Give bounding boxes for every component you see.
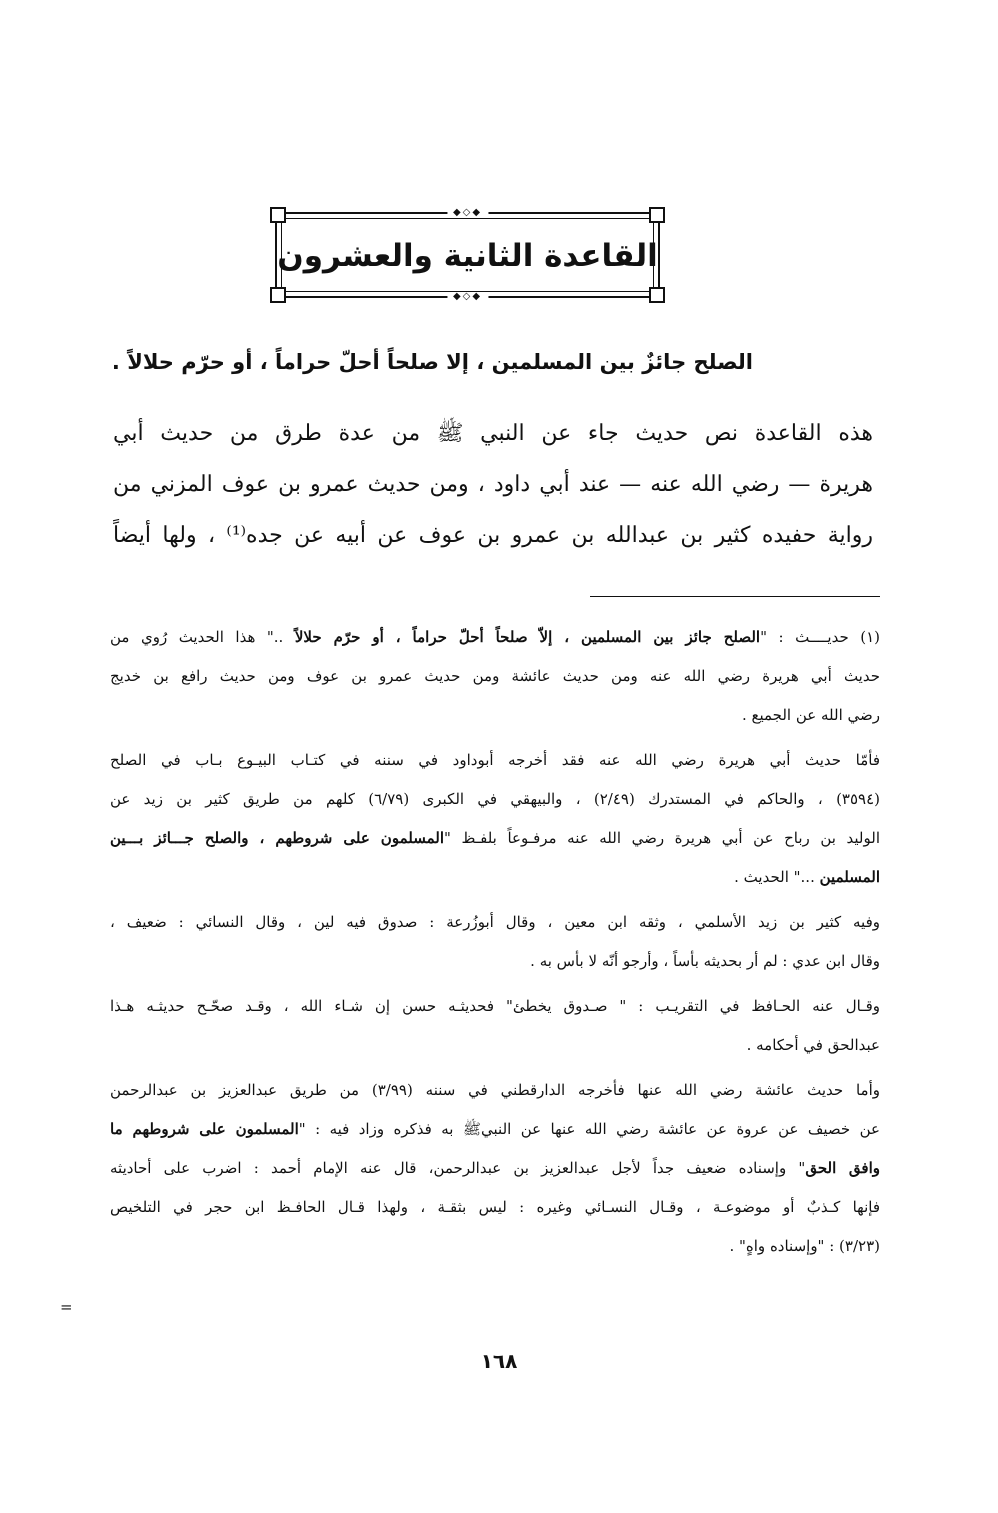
footnote-line: (٣/٢٣) : "وإسناده واهٍ" . — [729, 1237, 880, 1255]
footnote-line: وأما حديث عائشة رضي الله عنها فأخرجه الدارقطني في سننه (٣/٩٩) من طريق عبدالعزيز بن عبدالرحمن — [110, 1081, 880, 1099]
hadith-quote: المسلمون على شروطهم ، والصلح جـــائز بـــين — [110, 829, 445, 847]
footnote-line: وفيه كثير بن زيد الأسلمي ، وثقه ابن معين ، وقال أبوزُرعة : صدوق فيه لين ، وقال النسائي : ضعيف ، — [110, 913, 880, 931]
footnote-paragraph — [110, 741, 880, 897]
main-text-line: هريرة — رضي الله عنه — عند أبي داود ، ومن حديث عمرو بن عوف المزني من — [113, 472, 873, 497]
footnote-separator — [590, 596, 880, 597]
footnote-paragraph — [110, 903, 880, 981]
footnote-line: وقال ابن عدي : لم أر بحديثه بأساً ، وأرجو أنّه لا بأس به . — [530, 952, 880, 970]
footnote-paragraph — [110, 987, 880, 1065]
footnote-line: حديث أبي هريرة رضي الله عنه ومن حديث عائشة ومن حديث عمرو بن عوف ومن حديث رافع بن خديج — [110, 667, 880, 685]
footnote-text: ..." الحديث . — [734, 868, 820, 886]
footnote-line — [110, 858, 880, 897]
footnote-line: فأمّا حديث أبي هريرة رضي الله عنه فقد أخرجه أبوداود في سننه في كتـاب البيـوع بـاب في الصلح — [110, 751, 880, 769]
footnote-line: فإنها كـذبٌ أو موضوعـة ، وقـال النسـائي وغيره : ليس بثقـة ، ولهذا قـال الحافـظ ابن حجر في التلخيص — [110, 1198, 880, 1216]
footnote-text: الوليد بن رباح عن أبي هريرة رضي الله عنه مرفـوعاً بلفـظ " — [444, 829, 880, 847]
frame-top-ornament: ◆◇◆ — [447, 208, 488, 218]
footnote-text: (١) حديــــث : " — [760, 628, 880, 646]
footnotes — [110, 618, 880, 1272]
footnote-paragraph — [110, 618, 880, 735]
footnote-line: عبدالحق في أحكامه . — [746, 1036, 880, 1054]
footnote-line: وقـال عنه الحـافظ في التقريـب : " صـدوق يخطئ" فحديثـه حسن إن شـاء الله ، وقـد صحّـح حديثـه هـذا — [110, 997, 880, 1015]
footnote-line — [110, 1110, 880, 1149]
footnote-text: .." هذا الحديث رُوي من — [110, 628, 295, 646]
hadith-quote: المسلمين — [819, 868, 880, 886]
frame-corner-ornament — [270, 287, 286, 303]
title-frame — [275, 207, 660, 302]
footnote-line — [110, 618, 880, 657]
frame-corner-ornament — [649, 207, 665, 223]
footnote-line: رضي الله عن الجميع . — [741, 706, 880, 724]
hadith-quote: وافق الحق — [805, 1159, 880, 1177]
footnote-line — [110, 819, 880, 858]
frame-bottom-ornament: ◆◇◆ — [447, 292, 488, 302]
hadith-quote: الصلح جائز بين المسلمين ، إلاّ صلحاً أحلّ حراماً ، أو حرّم حلالاً — [294, 628, 761, 646]
rule-heading: الصلح جائزٌ بين المسلمين ، إلا صلحاً أحلّ حراماً ، أو حرّم حلالاً . — [111, 350, 753, 374]
footnote-line: (٣٥٩٤) ، والحاكم في المستدرك (٢/٤٩) ، والبيهقي في الكبرى (٦/٧٩) كلهم من طريق كثير بن زيد عن — [110, 790, 880, 808]
footnote-text: عن خصيف عن عروة عن عائشة رضي الله عنها عن النبيﷺ به فذكره وزاد فيه : " — [298, 1120, 880, 1138]
footnote-line — [110, 1149, 880, 1188]
main-text-line: رواية حفيده كثير بن عبدالله بن عمرو بن عوف عن أبيه عن جده⁽¹⁾ ، ولها أيضاً — [113, 523, 873, 548]
hadith-quote: المسلمون على شروطهم ما — [110, 1120, 299, 1138]
page-number: ١٦٨ — [480, 1349, 518, 1373]
chapter-title: القاعدة الثانية والعشرون — [277, 238, 658, 274]
frame-corner-ornament — [649, 287, 665, 303]
main-text-line: هذه القاعدة نص حديث جاء عن النبي ﷺ من عدة طرق من حديث أبي — [113, 421, 873, 446]
footnote-text: " وإسناده ضعيف جداً لأجل عبدالعزيز بن عبدالرحمن، قال عنه الإمام أحمد : اضرب على أحاديثه — [110, 1159, 806, 1177]
main-paragraph — [113, 408, 873, 561]
continuation-mark: = — [60, 1298, 73, 1316]
footnote-paragraph — [110, 1071, 880, 1266]
frame-corner-ornament — [270, 207, 286, 223]
